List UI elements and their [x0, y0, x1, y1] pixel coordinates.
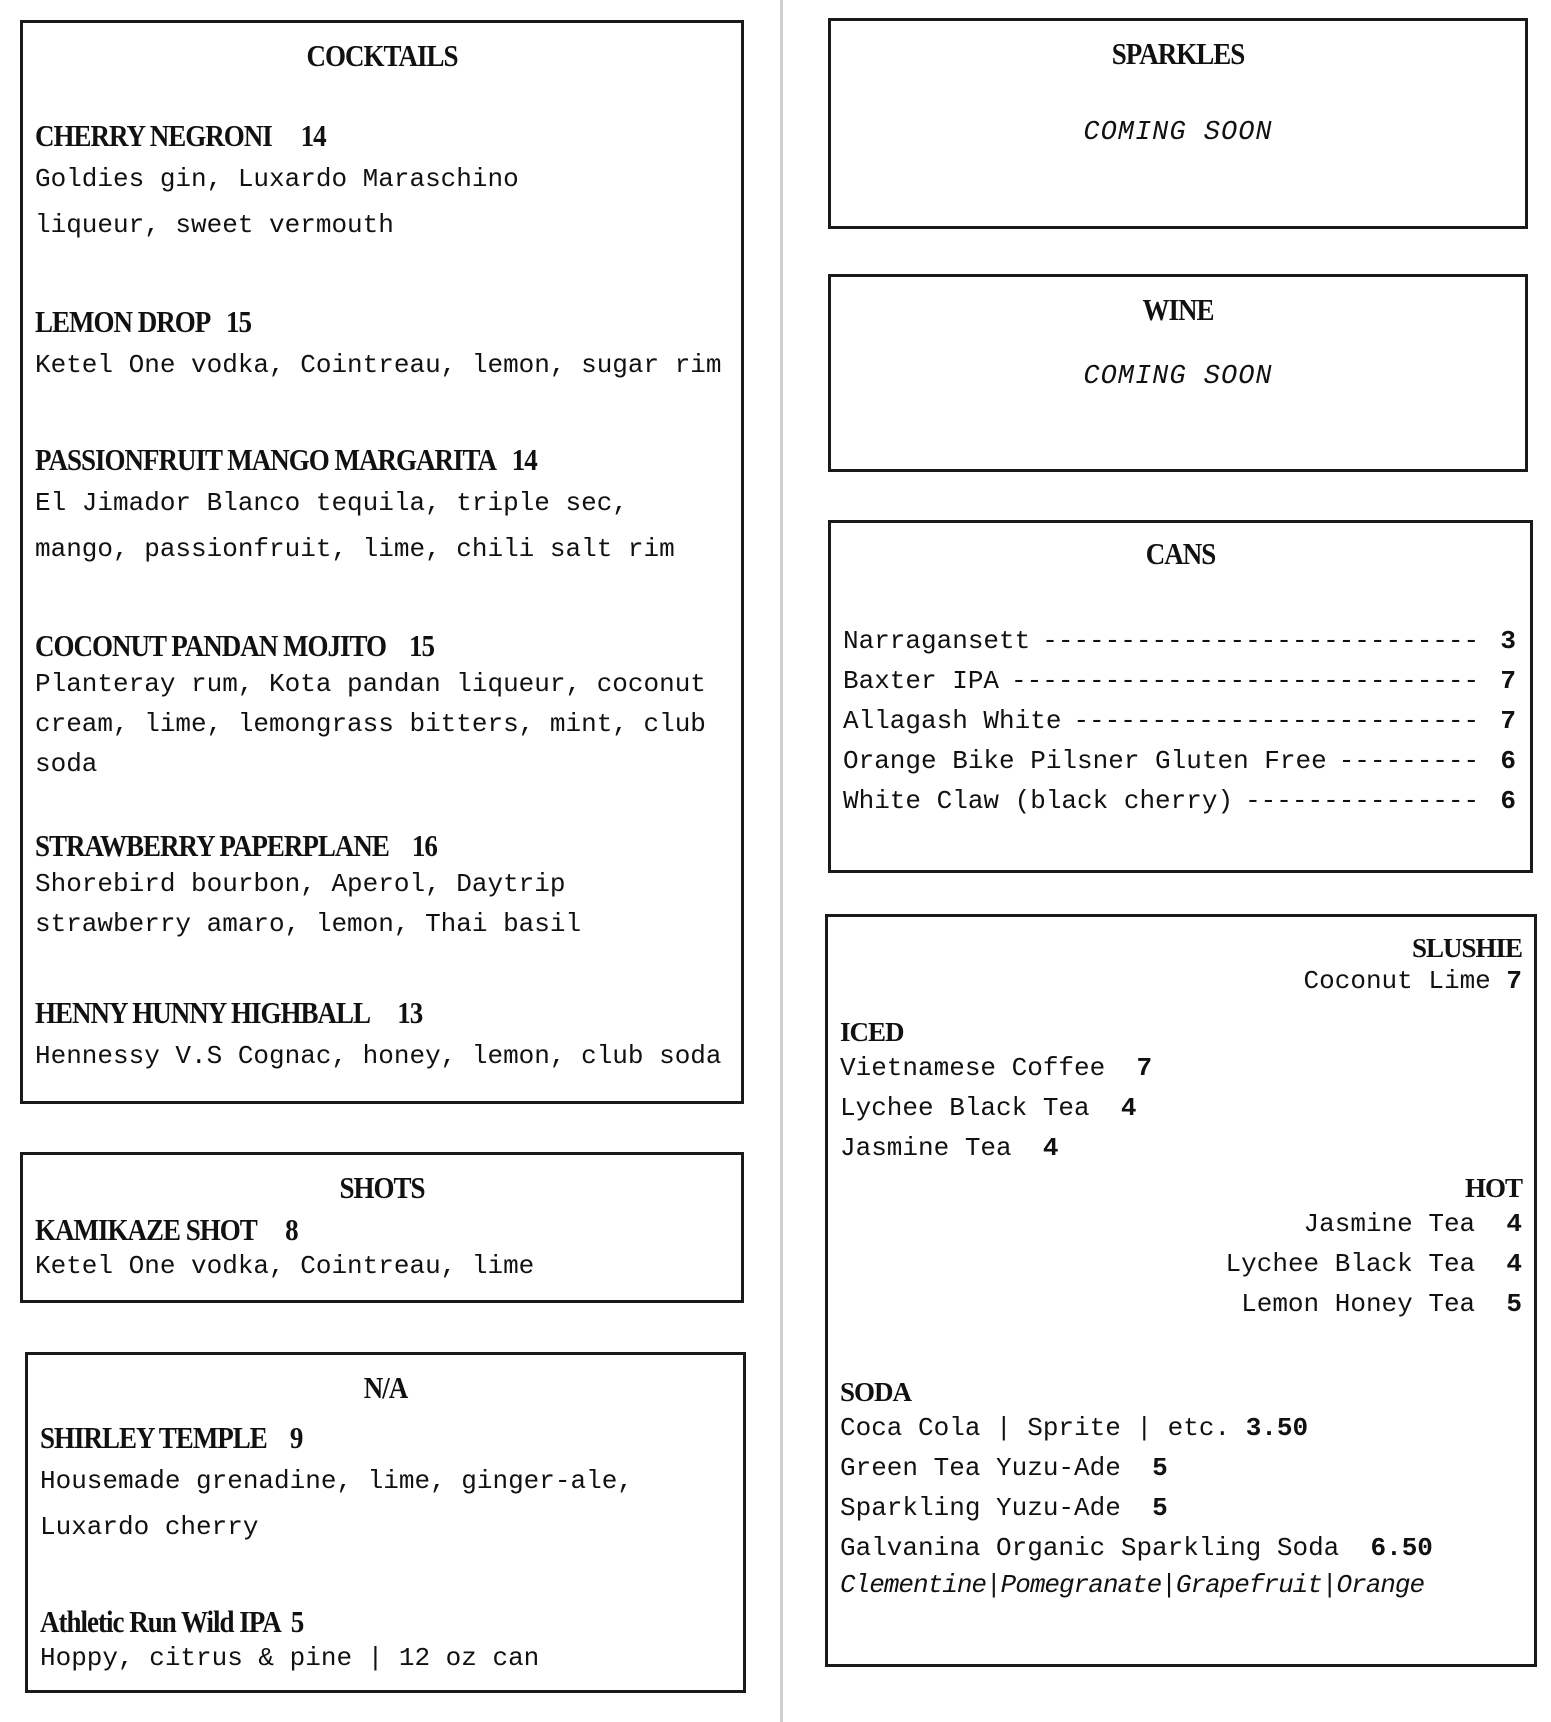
- item-price: 7: [1136, 1053, 1153, 1083]
- soda-group: [840, 1377, 1433, 1602]
- soda-item: [840, 1448, 1433, 1488]
- can-price: 7: [1500, 666, 1516, 696]
- item-description: Hoppy, citrus & pine | 12 oz can: [40, 1643, 540, 1673]
- can-price: 6: [1500, 746, 1516, 776]
- menu-item: [35, 831, 729, 944]
- item-description: Planteray rum, Kota pandan liqueur, coconut cream, lime, lemongrass bitters, mint, club soda: [35, 669, 706, 779]
- can-name: White Claw (black cherry): [843, 786, 1234, 816]
- item-price: 8: [285, 1213, 298, 1247]
- item-name: Lychee Black Tea: [1225, 1249, 1476, 1279]
- item-description: Shorebird bourbon, Aperol, Daytrip strawberry amaro, lemon, Thai basil: [35, 869, 582, 939]
- item-name: SHIRLEY TEMPLE: [40, 1421, 267, 1455]
- iced-item: [840, 1048, 1152, 1088]
- item-price: 7: [1506, 966, 1522, 996]
- menu-item: [40, 1423, 731, 1550]
- menu-item: [35, 121, 729, 248]
- can-name: Allagash White: [843, 706, 1062, 736]
- item-name: KAMIKAZE SHOT: [35, 1213, 257, 1247]
- item-name: Coconut Lime: [1303, 966, 1491, 996]
- item-name: Coca Cola | Sprite | etc.: [840, 1413, 1231, 1443]
- item-description: Housemade grenadine, lime, ginger-ale, Luxardo cherry: [40, 1466, 633, 1542]
- can-name: Narragansett: [843, 626, 1031, 656]
- soda-flavors: Clementine|Pomegranate|Grapefruit|Orange: [840, 1570, 1425, 1600]
- item-name: Green Tea Yuzu-Ade: [840, 1453, 1121, 1483]
- can-price: 6: [1500, 786, 1516, 816]
- menu-item: [35, 1215, 729, 1286]
- item-price: 4: [1506, 1249, 1522, 1279]
- slushie-group: [1304, 933, 1522, 996]
- hot-group: [1226, 1173, 1522, 1324]
- wine-title: WINE: [1142, 293, 1214, 327]
- item-price: 5: [1506, 1289, 1522, 1319]
- can-price: 3: [1500, 626, 1516, 656]
- non-alcoholic-section: [25, 1352, 746, 1693]
- dot-leader: ---------: [1338, 746, 1480, 776]
- sparkles-title: SPARKLES: [1111, 37, 1245, 71]
- menu-item: [35, 307, 729, 388]
- item-price: 15: [409, 629, 435, 663]
- item-name: Jasmine Tea: [1303, 1209, 1476, 1239]
- item-price: 14: [300, 119, 326, 153]
- dot-leader: --------------------------: [1073, 706, 1480, 736]
- shots-section: [20, 1152, 744, 1303]
- dot-leader: ---------------: [1245, 786, 1480, 816]
- item-name: Athletic Run Wild IPA: [40, 1605, 280, 1639]
- item-name: Lychee Black Tea: [840, 1093, 1090, 1123]
- item-name: Jasmine Tea: [840, 1133, 1012, 1163]
- sparkles-status: COMING SOON: [1083, 118, 1273, 148]
- wine-section: [828, 274, 1528, 472]
- item-name: STRAWBERRY PAPERPLANE: [35, 829, 389, 863]
- hot-item: [1226, 1244, 1522, 1284]
- item-price: 4: [1506, 1209, 1522, 1239]
- item-price: 5: [1152, 1453, 1168, 1483]
- soda-item: [840, 1408, 1433, 1448]
- can-item: [843, 661, 1516, 701]
- item-description: El Jimador Blanco tequila, triple sec, mango, passionfruit, lime, chili salt rim: [35, 488, 675, 564]
- cocktails-section: [20, 20, 744, 1104]
- non-alcoholic-drinks-section: [825, 914, 1537, 1667]
- item-price: 14: [511, 443, 537, 477]
- item-price: 9: [289, 1421, 303, 1455]
- iced-item: [840, 1128, 1152, 1168]
- can-item: [843, 741, 1516, 781]
- item-price: 13: [397, 996, 423, 1030]
- item-name: Lemon Honey Tea: [1241, 1289, 1476, 1319]
- sparkles-section: [828, 18, 1528, 229]
- can-item: [843, 701, 1516, 741]
- item-name: LEMON DROP: [35, 305, 209, 339]
- can-item: [843, 781, 1516, 821]
- cans-list: [843, 621, 1516, 821]
- non-alcoholic-title: N/A: [363, 1371, 408, 1405]
- item-price: 16: [411, 829, 437, 863]
- menu-item: [35, 998, 729, 1079]
- menu-item: [35, 445, 729, 572]
- item-name: COCONUT PANDAN MOJITO: [35, 629, 387, 663]
- cans-title: CANS: [1145, 537, 1216, 571]
- page-divider: [780, 0, 783, 1722]
- item-name: HENNY HUNNY HIGHBALL: [35, 996, 369, 1030]
- item-price: 4: [1120, 1093, 1137, 1123]
- item-name: Sparkling Yuzu-Ade: [840, 1493, 1121, 1523]
- cocktails-title: COCKTAILS: [306, 39, 458, 73]
- slushie-title: SLUSHIE: [1411, 933, 1522, 963]
- hot-title: HOT: [1464, 1173, 1522, 1203]
- soda-item: [840, 1488, 1433, 1528]
- menu-item: [35, 631, 729, 784]
- item-name: PASSIONFRUIT MANGO MARGARITA: [35, 443, 495, 477]
- item-price: 4: [1042, 1133, 1059, 1163]
- iced-title: ICED: [840, 1017, 904, 1047]
- item-price: 15: [226, 305, 252, 339]
- menu-item: [40, 1607, 731, 1678]
- item-description: Goldies gin, Luxardo Maraschino liqueur, sweet vermouth: [35, 164, 519, 240]
- item-description: Ketel One vodka, Cointreau, lime: [35, 1251, 535, 1281]
- can-price: 7: [1500, 706, 1516, 736]
- hot-item: [1226, 1284, 1522, 1324]
- slushie-item: [1304, 966, 1522, 996]
- item-price: 5: [290, 1605, 304, 1639]
- can-item: [843, 621, 1516, 661]
- item-name: Vietnamese Coffee: [840, 1053, 1106, 1083]
- soda-title: SODA: [840, 1377, 912, 1407]
- shots-title: SHOTS: [339, 1171, 425, 1205]
- item-name: CHERRY NEGRONI: [35, 119, 272, 153]
- item-price: 3.50: [1245, 1413, 1309, 1443]
- wine-status: COMING SOON: [1083, 362, 1273, 392]
- dot-leader: ----------------------------: [1042, 626, 1480, 656]
- soda-item: [840, 1528, 1433, 1568]
- cans-section: [828, 520, 1533, 873]
- item-price: 5: [1152, 1493, 1168, 1523]
- item-name: Galvanina Organic Sparkling Soda: [840, 1533, 1340, 1563]
- dot-leader: ------------------------------: [1011, 666, 1480, 696]
- hot-item: [1226, 1204, 1522, 1244]
- can-name: Baxter IPA: [843, 666, 1000, 696]
- iced-item: [840, 1088, 1152, 1128]
- item-price: 6.50: [1370, 1533, 1433, 1563]
- item-description: Hennessy V.S Cognac, honey, lemon, club soda: [35, 1041, 722, 1071]
- item-description: Ketel One vodka, Cointreau, lemon, sugar rim: [35, 350, 722, 380]
- can-name: Orange Bike Pilsner Gluten Free: [843, 746, 1327, 776]
- iced-group: [840, 1017, 1152, 1168]
